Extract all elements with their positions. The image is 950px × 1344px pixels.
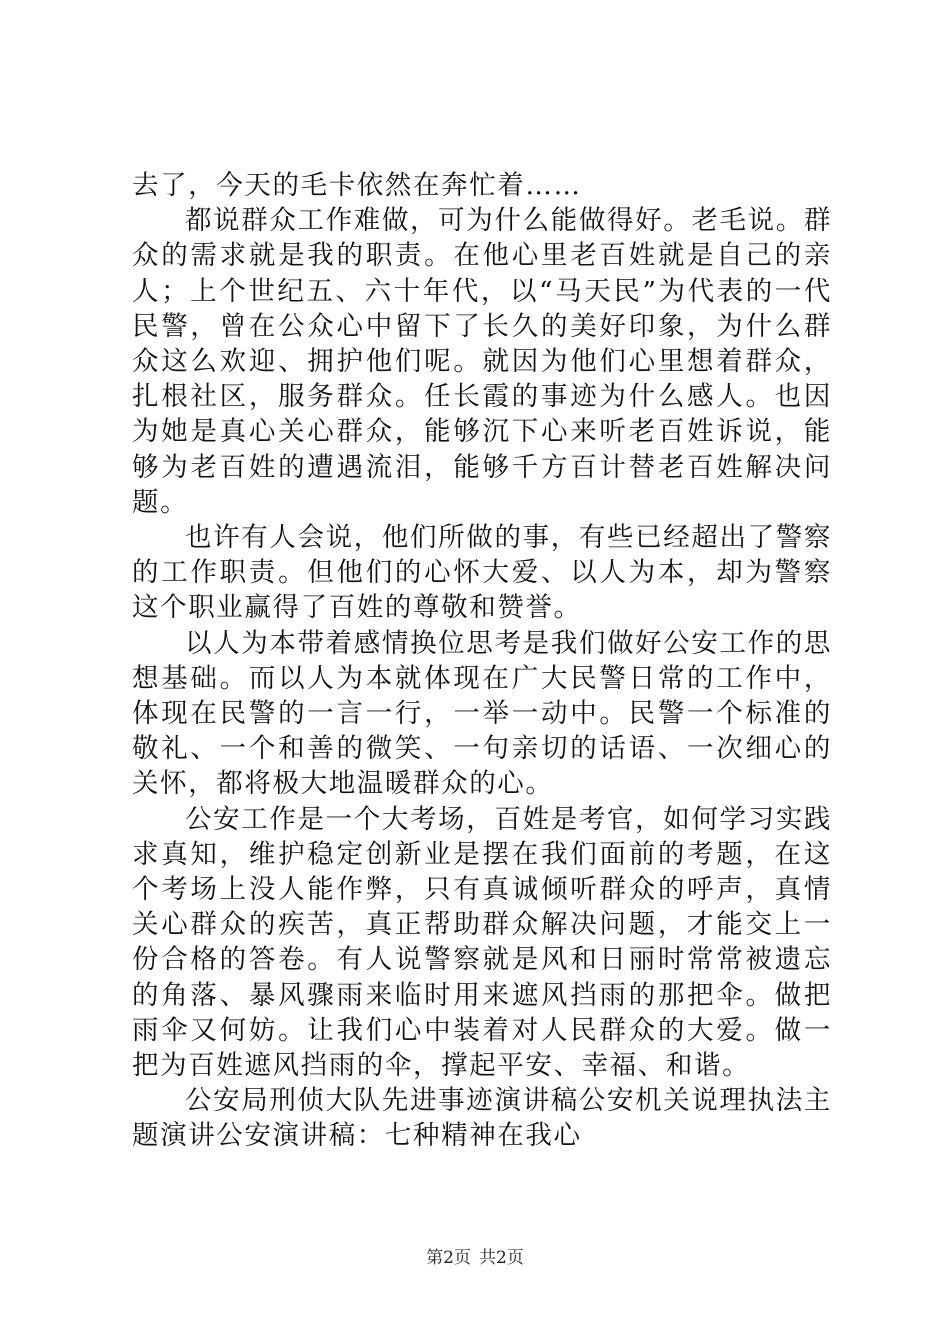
paragraph-exam-hall: 公安工作是一个大考场，百姓是考官，如何学习实践求真知，维护稳定创新业是摆在我们面前的考题，在这个考场上没人能作弊，只有真诚倾听群众的呼声，真情关心群众的疾苦，真正帮助群众解决问题，才能交上一份合格的答卷。有人说警察就是风和日丽时常常被遗忘的角落、暴风骤雨来临时用来遮风挡雨的那把伞。做把雨伞又何妨。让我们心中装着对人民群众的大爱。做一把为百姓遮风挡雨的伞，撑起平安、幸福、和谐。 bbox=[132, 803, 832, 1082]
page-footer bbox=[0, 1243, 950, 1268]
page-total: 共2页 bbox=[479, 1248, 524, 1268]
paragraph-related-titles: 公安局刑侦大队先进事迹演讲稿公安机关说理执法主题演讲公安演讲稿：七种精神在我心 bbox=[132, 1085, 832, 1152]
document-body bbox=[132, 168, 832, 1154]
page-number: 第2页 bbox=[426, 1248, 471, 1268]
paragraph-continued: 去了，今天的毛卡依然在奔忙着…… bbox=[132, 170, 582, 201]
paragraph-beyond-duty: 也许有人会说，他们所做的事，有些已经超出了警察的工作职责。但他们的心怀大爱、以人为本，却为警察这个职业赢得了百姓的尊敬和赞誉。 bbox=[132, 522, 832, 624]
paragraph-people-oriented: 以人为本带着感情换位思考是我们做好公安工作的思想基础。而以人为本就体现在广大民警日常的工作中，体现在民警的一言一行，一举一动中。民警一个标准的敬礼、一个和善的微笑、一句亲切的话语、一次细心的关怀，都将极大地温暖群众的心。 bbox=[132, 627, 832, 800]
paragraph-mass-work: 都说群众工作难做，可为什么能做得好。老毛说。群众的需求就是我的职责。在他心里老百姓就是自己的亲人；上个世纪五、六十年代，以“马天民”为代表的一代民警，曾在公众心中留下了长久的美好印象，为什么群众这么欢迎、拥护他们呢。就因为他们心里想着群众，扎根社区，服务群众。任长霞的事迹为什么感人。也因为她是真心关心群众，能够沉下心来听老百姓诉说，能够为老百姓的遭遇流泪，能够千方百计替老百姓解决问题。 bbox=[132, 205, 832, 518]
